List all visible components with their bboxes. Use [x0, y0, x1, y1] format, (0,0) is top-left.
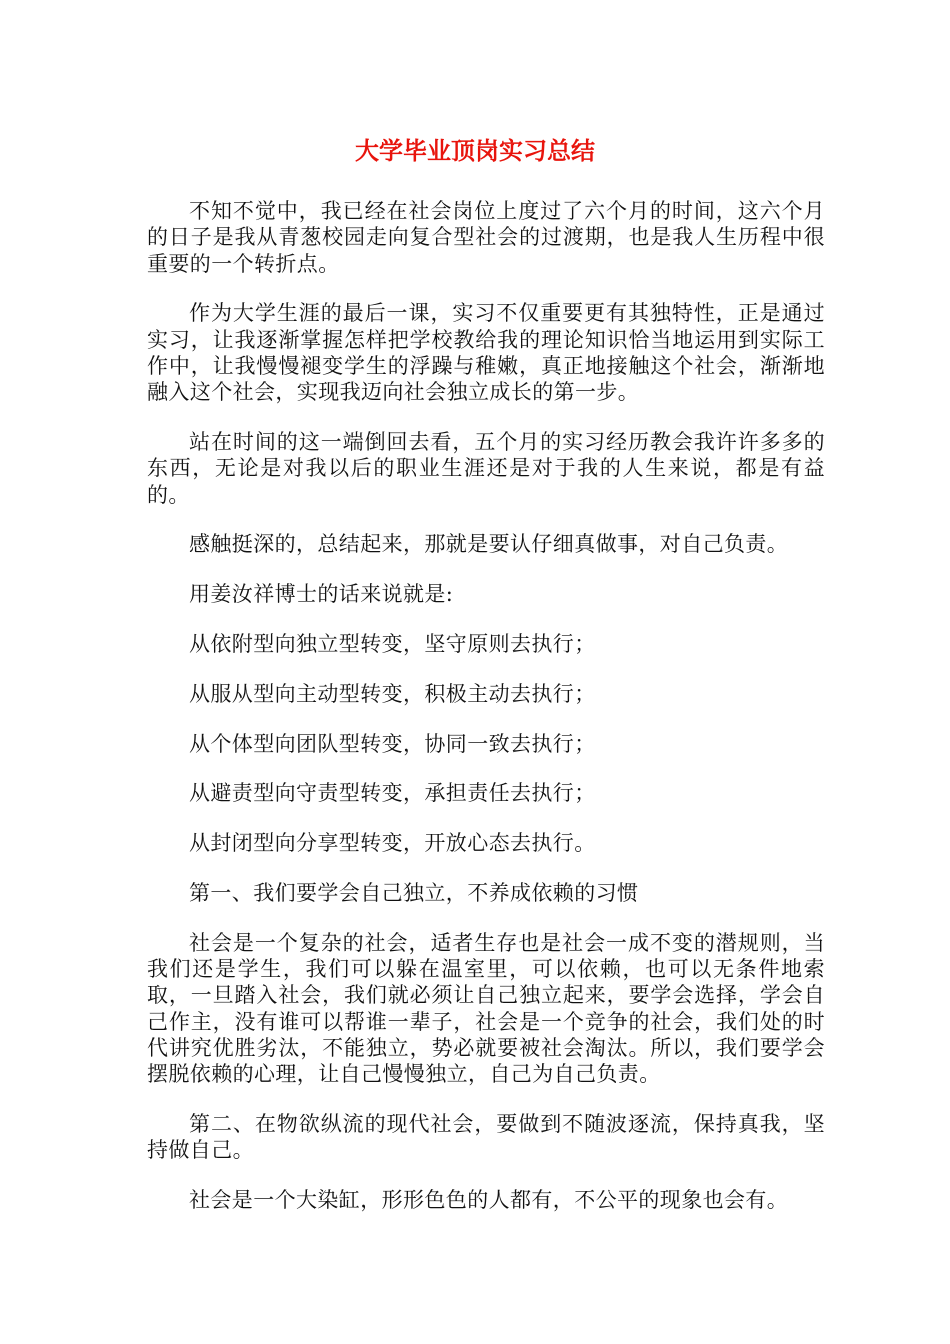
- section-heading-2: 第二、在物欲纵流的现代社会，要做到不随波逐流，保持真我，坚持做自己。: [147, 1112, 825, 1163]
- paragraph-9: 从避责型向守责型转变，承担责任去执行；: [189, 781, 596, 806]
- paragraph-6: 从依附型向独立型转变，坚守原则去执行；: [189, 632, 596, 657]
- paragraph-8: 从个体型向团队型转变，协同一致去执行；: [189, 731, 596, 756]
- paragraph-10: 从封闭型向分享型转变，开放心态去执行。: [189, 831, 596, 856]
- document-body: [147, 198, 825, 1237]
- paragraph-4: 感触挺深的，总结起来，那就是要认仔细真做事，对自己负责。: [189, 532, 789, 557]
- paragraph-1: 不知不觉中，我已经在社会岗位上度过了六个月的时间，这六个月的日子是我从青葱校园走向复合型社会的过渡期，也是我人生历程中很重要的一个转折点。: [147, 199, 825, 276]
- paragraph-3: 站在时间的这一端倒回去看，五个月的实习经历教会我许许多多的东西，无论是对我以后的职业生涯还是对于我的人生来说，都是有益的。: [147, 430, 825, 507]
- paragraph-5: 用姜汝祥博士的话来说就是:: [189, 582, 454, 607]
- paragraph-14: 社会是一个大染缸，形形色色的人都有，不公平的现象也会有。: [189, 1188, 789, 1213]
- section-heading-1: 第一、我们要学会自己独立，不养成依赖的习惯: [189, 881, 639, 906]
- paragraph-7: 从服从型向主动型转变，积极主动去执行；: [189, 681, 596, 706]
- paragraph-2: 作为大学生涯的最后一课，实习不仅重要更有其独特性，正是通过实习，让我逐渐掌握怎样把学校教给我的理论知识恰当地运用到实际工作中，让我慢慢褪变学生的浮躁与稚嫩，真正地接触这个社会，渐渐地融入这个社会，实现我迈向社会独立成长的第一步。: [147, 301, 825, 405]
- paragraph-12: 社会是一个复杂的社会，适者生存也是社会一成不变的潜规则，当我们还是学生，我们可以躲在温室里，可以依赖，也可以无条件地索取，一旦踏入社会，我们就必须让自己独立起来，要学会选择，学会自己作主，没有谁可以帮谁一辈子，社会是一个竞争的社会，我们处的时代讲究优胜劣汰，不能独立，势必就要被社会淘汰。所以，我们要学会摆脱依赖的心理，让自己慢慢独立，自己为自己负责。: [147, 930, 825, 1087]
- document-title: 大学毕业顶岗实习总结: [355, 137, 595, 165]
